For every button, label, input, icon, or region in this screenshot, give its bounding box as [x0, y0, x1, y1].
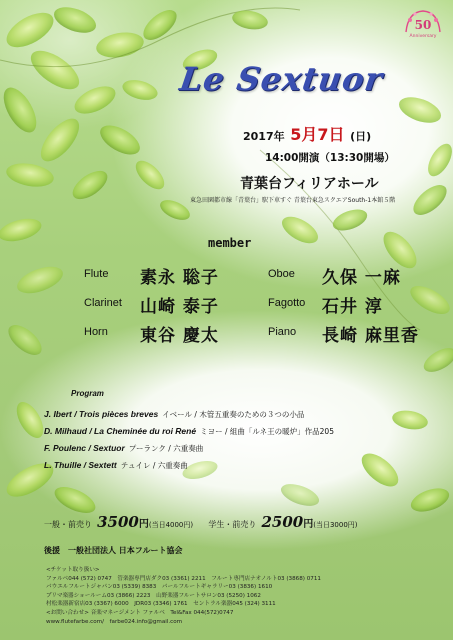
ticket-info-line: <チケット取り扱い> — [46, 567, 100, 573]
member-name: 久保 一麻 — [322, 268, 401, 288]
venue-access: 東急田園都市線「青葉台」駅下車すぐ 青葉台東急スクエアSouth-1本館５階 — [190, 197, 396, 204]
concert-time: 14:00開演（13:30開場） — [265, 152, 395, 164]
date-year-unit: 年 — [273, 130, 285, 143]
venue-name: 青葉台フィリアホール — [240, 176, 379, 192]
member-name: 長崎 麻里香 — [322, 326, 419, 346]
ticket-info-line: 村松楽器新宿店03 (3367) 6000 JDR03 (3346) 1761 セントラル楽器045 (324) 3111 — [46, 601, 276, 608]
student-price-yen: 円 — [303, 519, 314, 530]
website-link[interactable]: www.flutefarbe.com/ farbe024.info@gmail.com — [46, 618, 183, 625]
student-door-price: (当日3000円) — [313, 521, 358, 529]
student-price-label: 学生・前売り — [208, 520, 257, 529]
member-name: 東谷 慶太 — [140, 326, 219, 346]
general-price-label: 一般・前売り — [44, 520, 92, 529]
concert-date — [243, 122, 371, 145]
student-price: 2500 — [261, 513, 304, 531]
ticket-info-line: <お問い合わせ> 音楽マネージメント ファルベ Tel&Fax 044(572)0747 — [46, 609, 234, 616]
ticket-info — [46, 566, 321, 626]
date-day: 7日 — [317, 125, 345, 144]
member-instrument: Oboe — [268, 268, 295, 280]
program-item-ja: プーランク / 六重奏曲 — [128, 444, 204, 453]
program-item-en: J. Ibert / Trois pièces breves — [44, 409, 159, 419]
program-item-en: F. Poulenc / Sextuor — [44, 443, 125, 453]
poster-title: Le Sextuor — [177, 60, 386, 98]
member-name: 素永 聡子 — [140, 268, 219, 288]
general-price: 3500 — [97, 513, 139, 531]
program-item-ja: テュイレ / 六重奏曲 — [120, 461, 188, 470]
member-instrument: Piano — [268, 326, 297, 338]
program-item-en: D. Milhaud / La Cheminée du roi René — [44, 426, 197, 436]
logo-text: Anniversary — [409, 34, 437, 39]
support-credit: 後援 一般社団法人 日本フルート協会 — [44, 545, 183, 555]
ticket-info-line: プリマ楽器ショールーム03 (3866) 2223 山野楽器フルートサロン03 (5250) 1062 — [46, 592, 261, 599]
date-month: 5月 — [290, 125, 318, 144]
program-item-ja: イベール / 木管五重奏のための３つの小品 — [162, 410, 305, 419]
member-instrument: Horn — [84, 326, 108, 338]
logo-number: 50 — [414, 18, 432, 32]
program-item-ja: ミヨー / 組曲「ルネ王の暖炉」作品205 — [200, 427, 334, 436]
date-year: 2017 — [243, 130, 274, 143]
anniversary-logo — [400, 6, 446, 40]
member-name: 石井 淳 — [322, 297, 383, 317]
member-instrument: Clarinet — [84, 297, 122, 309]
members-heading: member — [208, 236, 252, 250]
program-item — [44, 453, 188, 472]
ticket-prices — [44, 512, 358, 531]
program-item-en: L. Thuille / Sextett — [44, 460, 117, 470]
general-door-price: (当日4000円) — [148, 521, 194, 529]
member-instrument: Fagotto — [268, 297, 306, 309]
program-heading: Program — [71, 389, 104, 398]
member-instrument: Flute — [84, 268, 109, 280]
ticket-info-line: パウエルフルートジャパン03 (5339) 8383 パールフルートギャラリー03 (3836) 1610 — [46, 584, 273, 591]
ticket-info-line: ファルベ044 (572) 0747 管楽器専門店ダク03 (3361) 2211 フルート専門店ナオノルト03 (3868) 0711 — [46, 575, 321, 582]
member-name: 山崎 泰子 — [140, 297, 219, 317]
date-weekday: (日) — [350, 130, 372, 143]
general-price-yen: 円 — [138, 519, 149, 530]
